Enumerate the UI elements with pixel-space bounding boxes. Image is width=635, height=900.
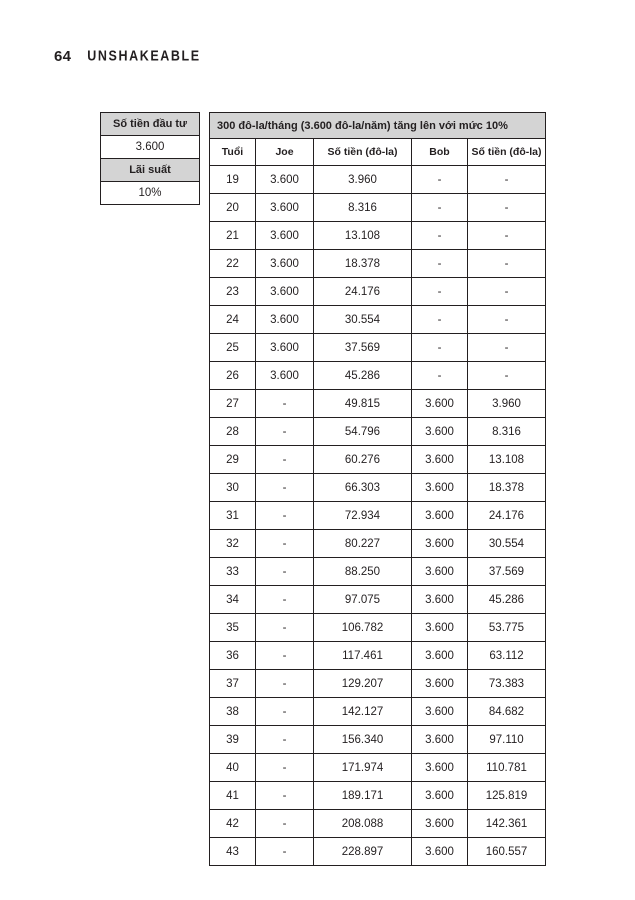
cell-bob-amount: - bbox=[468, 222, 546, 250]
table-row bbox=[210, 250, 546, 278]
cell-joe: 3.600 bbox=[256, 334, 314, 362]
cell-bob: - bbox=[412, 334, 468, 362]
summary-row-rate-value bbox=[101, 182, 200, 205]
page-number: 64 bbox=[54, 48, 72, 65]
table-row bbox=[210, 502, 546, 530]
cell-joe-amount: 30.554 bbox=[314, 306, 412, 334]
cell-joe: - bbox=[256, 558, 314, 586]
cell-bob: 3.600 bbox=[412, 558, 468, 586]
cell-age: 34 bbox=[210, 586, 256, 614]
summary-label-rate: Lãi suất bbox=[101, 159, 200, 182]
cell-joe-amount: 54.796 bbox=[314, 418, 412, 446]
tables-container bbox=[100, 112, 546, 866]
table-row bbox=[210, 306, 546, 334]
cell-joe-amount: 66.303 bbox=[314, 474, 412, 502]
cell-joe: - bbox=[256, 726, 314, 754]
cell-joe: 3.600 bbox=[256, 194, 314, 222]
cell-joe-amount: 228.897 bbox=[314, 838, 412, 866]
table-row bbox=[210, 614, 546, 642]
table-column-headers bbox=[210, 139, 546, 166]
cell-joe-amount: 37.569 bbox=[314, 334, 412, 362]
cell-age: 22 bbox=[210, 250, 256, 278]
cell-age: 37 bbox=[210, 670, 256, 698]
cell-joe: - bbox=[256, 418, 314, 446]
table-row bbox=[210, 810, 546, 838]
cell-joe: 3.600 bbox=[256, 362, 314, 390]
cell-joe: 3.600 bbox=[256, 306, 314, 334]
cell-joe-amount: 60.276 bbox=[314, 446, 412, 474]
column-header-age: Tuổi bbox=[210, 139, 256, 166]
cell-bob: 3.600 bbox=[412, 698, 468, 726]
table-row bbox=[210, 558, 546, 586]
cell-bob-amount: - bbox=[468, 362, 546, 390]
table-row bbox=[210, 362, 546, 390]
summary-label-investment: Số tiền đầu tư bbox=[101, 113, 200, 136]
table-row bbox=[210, 586, 546, 614]
cell-bob-amount: 63.112 bbox=[468, 642, 546, 670]
cell-joe-amount: 156.340 bbox=[314, 726, 412, 754]
cell-bob-amount: 110.781 bbox=[468, 754, 546, 782]
table-row bbox=[210, 390, 546, 418]
cell-age: 33 bbox=[210, 558, 256, 586]
column-header-joe-amount: Số tiền (đô-la) bbox=[314, 139, 412, 166]
cell-bob: 3.600 bbox=[412, 726, 468, 754]
page-header bbox=[54, 48, 201, 65]
summary-value-rate: 10% bbox=[101, 182, 200, 205]
compound-growth-table-head bbox=[210, 113, 546, 166]
cell-age: 21 bbox=[210, 222, 256, 250]
cell-bob-amount: 13.108 bbox=[468, 446, 546, 474]
cell-bob-amount: 160.557 bbox=[468, 838, 546, 866]
cell-bob-amount: - bbox=[468, 278, 546, 306]
cell-joe: - bbox=[256, 614, 314, 642]
cell-bob: 3.600 bbox=[412, 782, 468, 810]
cell-bob: 3.600 bbox=[412, 446, 468, 474]
cell-bob: 3.600 bbox=[412, 474, 468, 502]
cell-bob-amount: - bbox=[468, 250, 546, 278]
summary-row-investment-value bbox=[101, 136, 200, 159]
cell-bob: - bbox=[412, 166, 468, 194]
cell-age: 28 bbox=[210, 418, 256, 446]
cell-joe: - bbox=[256, 838, 314, 866]
cell-bob: - bbox=[412, 278, 468, 306]
cell-age: 26 bbox=[210, 362, 256, 390]
cell-bob: - bbox=[412, 194, 468, 222]
cell-age: 35 bbox=[210, 614, 256, 642]
table-row bbox=[210, 418, 546, 446]
summary-value-investment: 3.600 bbox=[101, 136, 200, 159]
cell-joe: - bbox=[256, 502, 314, 530]
cell-joe-amount: 97.075 bbox=[314, 586, 412, 614]
running-head-title: UNSHAKEABLE bbox=[87, 47, 201, 64]
cell-age: 42 bbox=[210, 810, 256, 838]
cell-age: 19 bbox=[210, 166, 256, 194]
cell-joe-amount: 13.108 bbox=[314, 222, 412, 250]
cell-bob-amount: 18.378 bbox=[468, 474, 546, 502]
table-row bbox=[210, 726, 546, 754]
cell-bob-amount: 45.286 bbox=[468, 586, 546, 614]
cell-joe-amount: 189.171 bbox=[314, 782, 412, 810]
cell-age: 43 bbox=[210, 838, 256, 866]
cell-bob: - bbox=[412, 222, 468, 250]
table-row bbox=[210, 782, 546, 810]
cell-bob: - bbox=[412, 362, 468, 390]
cell-joe: - bbox=[256, 810, 314, 838]
cell-age: 30 bbox=[210, 474, 256, 502]
cell-age: 25 bbox=[210, 334, 256, 362]
cell-age: 32 bbox=[210, 530, 256, 558]
cell-age: 41 bbox=[210, 782, 256, 810]
cell-bob: 3.600 bbox=[412, 502, 468, 530]
cell-joe-amount: 72.934 bbox=[314, 502, 412, 530]
cell-bob-amount: 30.554 bbox=[468, 530, 546, 558]
cell-joe-amount: 45.286 bbox=[314, 362, 412, 390]
summary-table bbox=[100, 112, 200, 205]
table-title: 300 đô-la/tháng (3.600 đô-la/năm) tăng lên với mức 10% bbox=[210, 113, 546, 139]
table-title-row bbox=[210, 113, 546, 139]
table-row bbox=[210, 754, 546, 782]
column-header-bob-amount: Số tiền (đô-la) bbox=[468, 139, 546, 166]
cell-bob: 3.600 bbox=[412, 838, 468, 866]
cell-joe-amount: 18.378 bbox=[314, 250, 412, 278]
cell-age: 38 bbox=[210, 698, 256, 726]
cell-joe-amount: 106.782 bbox=[314, 614, 412, 642]
cell-joe-amount: 208.088 bbox=[314, 810, 412, 838]
cell-bob-amount: - bbox=[468, 166, 546, 194]
cell-bob: 3.600 bbox=[412, 390, 468, 418]
cell-joe: 3.600 bbox=[256, 222, 314, 250]
cell-bob-amount: 37.569 bbox=[468, 558, 546, 586]
cell-bob: 3.600 bbox=[412, 530, 468, 558]
column-header-joe: Joe bbox=[256, 139, 314, 166]
cell-joe-amount: 80.227 bbox=[314, 530, 412, 558]
table-row bbox=[210, 698, 546, 726]
cell-bob: 3.600 bbox=[412, 614, 468, 642]
cell-age: 36 bbox=[210, 642, 256, 670]
cell-bob-amount: 97.110 bbox=[468, 726, 546, 754]
cell-joe: - bbox=[256, 670, 314, 698]
table-row bbox=[210, 838, 546, 866]
cell-bob: - bbox=[412, 250, 468, 278]
cell-joe-amount: 3.960 bbox=[314, 166, 412, 194]
cell-age: 23 bbox=[210, 278, 256, 306]
cell-bob: 3.600 bbox=[412, 810, 468, 838]
cell-joe-amount: 88.250 bbox=[314, 558, 412, 586]
cell-bob-amount: - bbox=[468, 306, 546, 334]
cell-joe-amount: 129.207 bbox=[314, 670, 412, 698]
table-row bbox=[210, 474, 546, 502]
cell-age: 40 bbox=[210, 754, 256, 782]
cell-joe: 3.600 bbox=[256, 250, 314, 278]
cell-joe-amount: 171.974 bbox=[314, 754, 412, 782]
table-row bbox=[210, 166, 546, 194]
summary-row-investment-label bbox=[101, 113, 200, 136]
cell-bob: 3.600 bbox=[412, 670, 468, 698]
cell-joe: - bbox=[256, 530, 314, 558]
cell-joe: - bbox=[256, 586, 314, 614]
cell-joe: - bbox=[256, 390, 314, 418]
table-row bbox=[210, 222, 546, 250]
table-row bbox=[210, 194, 546, 222]
cell-joe-amount: 24.176 bbox=[314, 278, 412, 306]
cell-age: 39 bbox=[210, 726, 256, 754]
table-row bbox=[210, 278, 546, 306]
compound-growth-table-body bbox=[210, 166, 546, 866]
cell-age: 24 bbox=[210, 306, 256, 334]
cell-joe: 3.600 bbox=[256, 166, 314, 194]
table-row bbox=[210, 670, 546, 698]
cell-joe: 3.600 bbox=[256, 278, 314, 306]
cell-joe: - bbox=[256, 474, 314, 502]
cell-bob-amount: 3.960 bbox=[468, 390, 546, 418]
cell-joe: - bbox=[256, 782, 314, 810]
cell-bob: 3.600 bbox=[412, 754, 468, 782]
table-row bbox=[210, 642, 546, 670]
cell-joe: - bbox=[256, 754, 314, 782]
cell-age: 20 bbox=[210, 194, 256, 222]
table-row bbox=[210, 334, 546, 362]
cell-bob: 3.600 bbox=[412, 418, 468, 446]
cell-joe-amount: 8.316 bbox=[314, 194, 412, 222]
cell-age: 31 bbox=[210, 502, 256, 530]
table-row bbox=[210, 530, 546, 558]
cell-bob-amount: - bbox=[468, 194, 546, 222]
cell-bob-amount: 24.176 bbox=[468, 502, 546, 530]
cell-joe-amount: 49.815 bbox=[314, 390, 412, 418]
cell-bob-amount: 125.819 bbox=[468, 782, 546, 810]
cell-bob-amount: 73.383 bbox=[468, 670, 546, 698]
cell-bob: - bbox=[412, 306, 468, 334]
cell-bob-amount: - bbox=[468, 334, 546, 362]
column-header-bob: Bob bbox=[412, 139, 468, 166]
cell-age: 27 bbox=[210, 390, 256, 418]
summary-row-rate-label bbox=[101, 159, 200, 182]
cell-bob-amount: 84.682 bbox=[468, 698, 546, 726]
cell-joe-amount: 142.127 bbox=[314, 698, 412, 726]
summary-table-body bbox=[101, 113, 200, 205]
cell-joe: - bbox=[256, 698, 314, 726]
cell-age: 29 bbox=[210, 446, 256, 474]
compound-growth-table bbox=[209, 112, 546, 866]
cell-bob-amount: 8.316 bbox=[468, 418, 546, 446]
cell-joe: - bbox=[256, 642, 314, 670]
cell-joe: - bbox=[256, 446, 314, 474]
cell-bob: 3.600 bbox=[412, 642, 468, 670]
cell-bob: 3.600 bbox=[412, 586, 468, 614]
cell-bob-amount: 53.775 bbox=[468, 614, 546, 642]
table-row bbox=[210, 446, 546, 474]
cell-bob-amount: 142.361 bbox=[468, 810, 546, 838]
cell-joe-amount: 117.461 bbox=[314, 642, 412, 670]
